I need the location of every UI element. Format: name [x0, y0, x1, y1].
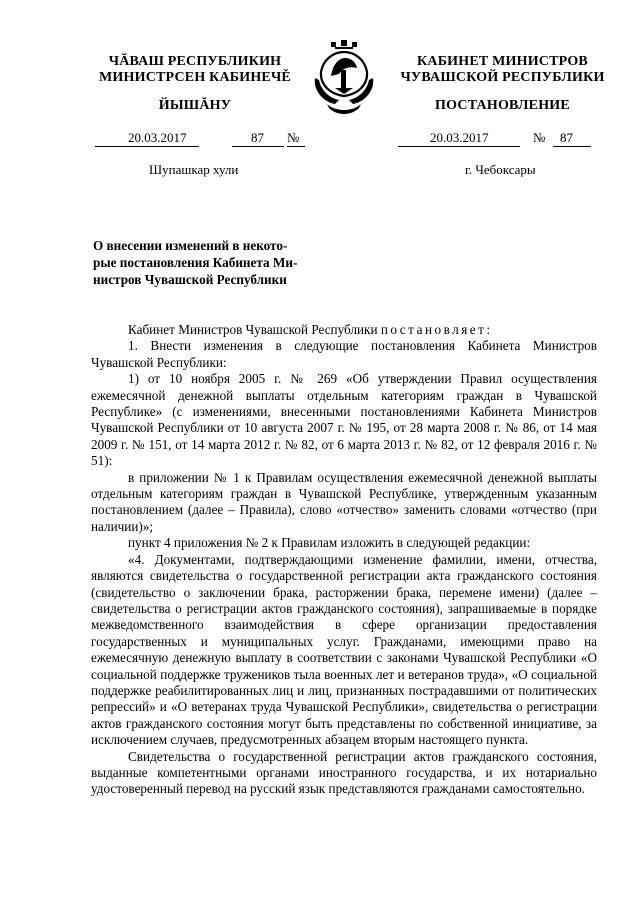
left-date: 20.03.2017 [128, 130, 187, 145]
right-date-underline [398, 146, 520, 147]
left-date-underline [95, 146, 199, 147]
coat-of-arms-emblem [309, 40, 379, 116]
left-title-line1: ЧĂВАШ РЕСПУБЛИКИН [108, 54, 282, 69]
right-date: 20.03.2017 [430, 130, 489, 145]
paragraph-4: пункт 4 приложения № 2 к Правилам изложить в следующей редакции: [128, 535, 531, 551]
intro-decree-word: постановляет: [380, 322, 493, 337]
coat-of-arms-icon [309, 40, 379, 116]
subject-line2: рые постановления Кабинета Ми- [93, 255, 298, 270]
paragraph-5: «4. Документами, подтверждающими изменение фамилии, имени, отчества, являются свидетельства о государственной регистрации акта гражданского состояния (свидетельство о заключении брака, расторжении брака, перемене имени) (далее – свидетельства о регистрации актов гражданского состояния), запрашиваемые в порядке межведомственного взаимодействия в сфере организации предоставления государственных и муниципальных услуг. Гражданами, имеющими право на ежемесячную денежную выплату в соответствии с законами Чувашской Республики «О социальной поддержке тружеников тыла военных лет и ветеранов труда», «О социальной поддержке реабилитированных лиц и лиц, признанных пострадавшими от политических репрессий» и «О ветеранах труда Чувашской Республики», свидетельства о регистрации актов гражданского состояния могут быть представлены по собственной инициативе, за исключением случаев, предусмотренных абзацем вторым настоящего пункта. [91, 551, 597, 748]
subject-line1: О внесении изменений в некото- [93, 238, 288, 253]
right-authority-title [395, 54, 610, 86]
left-authority-title [80, 54, 310, 86]
document-body [91, 322, 597, 798]
paragraph-2: 1) от 10 ноября 2005 г. № 269 «Об утверждении Правил осуществления ежемесячной денежной выплаты отдельным категориям граждан в Чувашской Республике» (с изменениями, внесенными постановлениями Кабинета Министров Чувашской Республики от 10 августа 2007 г. № 195, от 28 марта 2008 г. № 86, от 14 мая 2009 г. № 151, от 14 марта 2012 г. № 82, от 6 марта 2013 г. № 82, от 12 февраля 2016 г. № 51): [91, 371, 597, 469]
right-number-underline [553, 146, 591, 147]
document-subject [93, 237, 343, 288]
right-title-line2: ЧУВАШСКОЙ РЕСПУБЛИКИ [400, 70, 605, 85]
left-doc-type: ЙЫШĂНУ [158, 98, 232, 113]
right-title-line1: КАБИНЕТ МИНИСТРОВ [417, 54, 588, 69]
right-doc-type: ПОСТАНОВЛЕНИЕ [435, 98, 570, 113]
right-number: 87 [560, 130, 573, 145]
right-city: г. Чебоксары [465, 162, 536, 177]
left-title-line2: МИНИСТРСЕН КАБИНЕЧĚ [99, 70, 291, 85]
left-number: 87 [251, 130, 264, 145]
left-number-underline [232, 146, 284, 147]
right-number-sign: № [533, 130, 546, 145]
left-sign-underline [287, 146, 305, 147]
paragraph-6: Свидетельства о государственной регистрации актов гражданского состояния, выданные компетентными органами иностранного государства, и их нотариально удостоверенный перевод на русский язык представляются гражданами самостоятельно. [91, 748, 597, 797]
left-number-sign: № [287, 130, 300, 145]
paragraph-3: в приложении № 1 к Правилам осуществления ежемесячной денежной выплаты отдельным категориям граждан в Чувашской Республике, утвержденным указанным постановлением (далее – Правила), слово «отчество» заменить словами «отчество (при наличии)»; [91, 469, 597, 534]
paragraph-1: 1. Внести изменения в следующие постановления Кабинета Министров Чувашской Республики: [91, 338, 597, 370]
subject-line3: нистров Чувашской Республики [93, 272, 287, 287]
intro-paragraph [91, 322, 597, 338]
intro-text: Кабинет Министров Чувашской Республики [128, 322, 381, 337]
left-city: Шупашкар хули [149, 162, 239, 177]
